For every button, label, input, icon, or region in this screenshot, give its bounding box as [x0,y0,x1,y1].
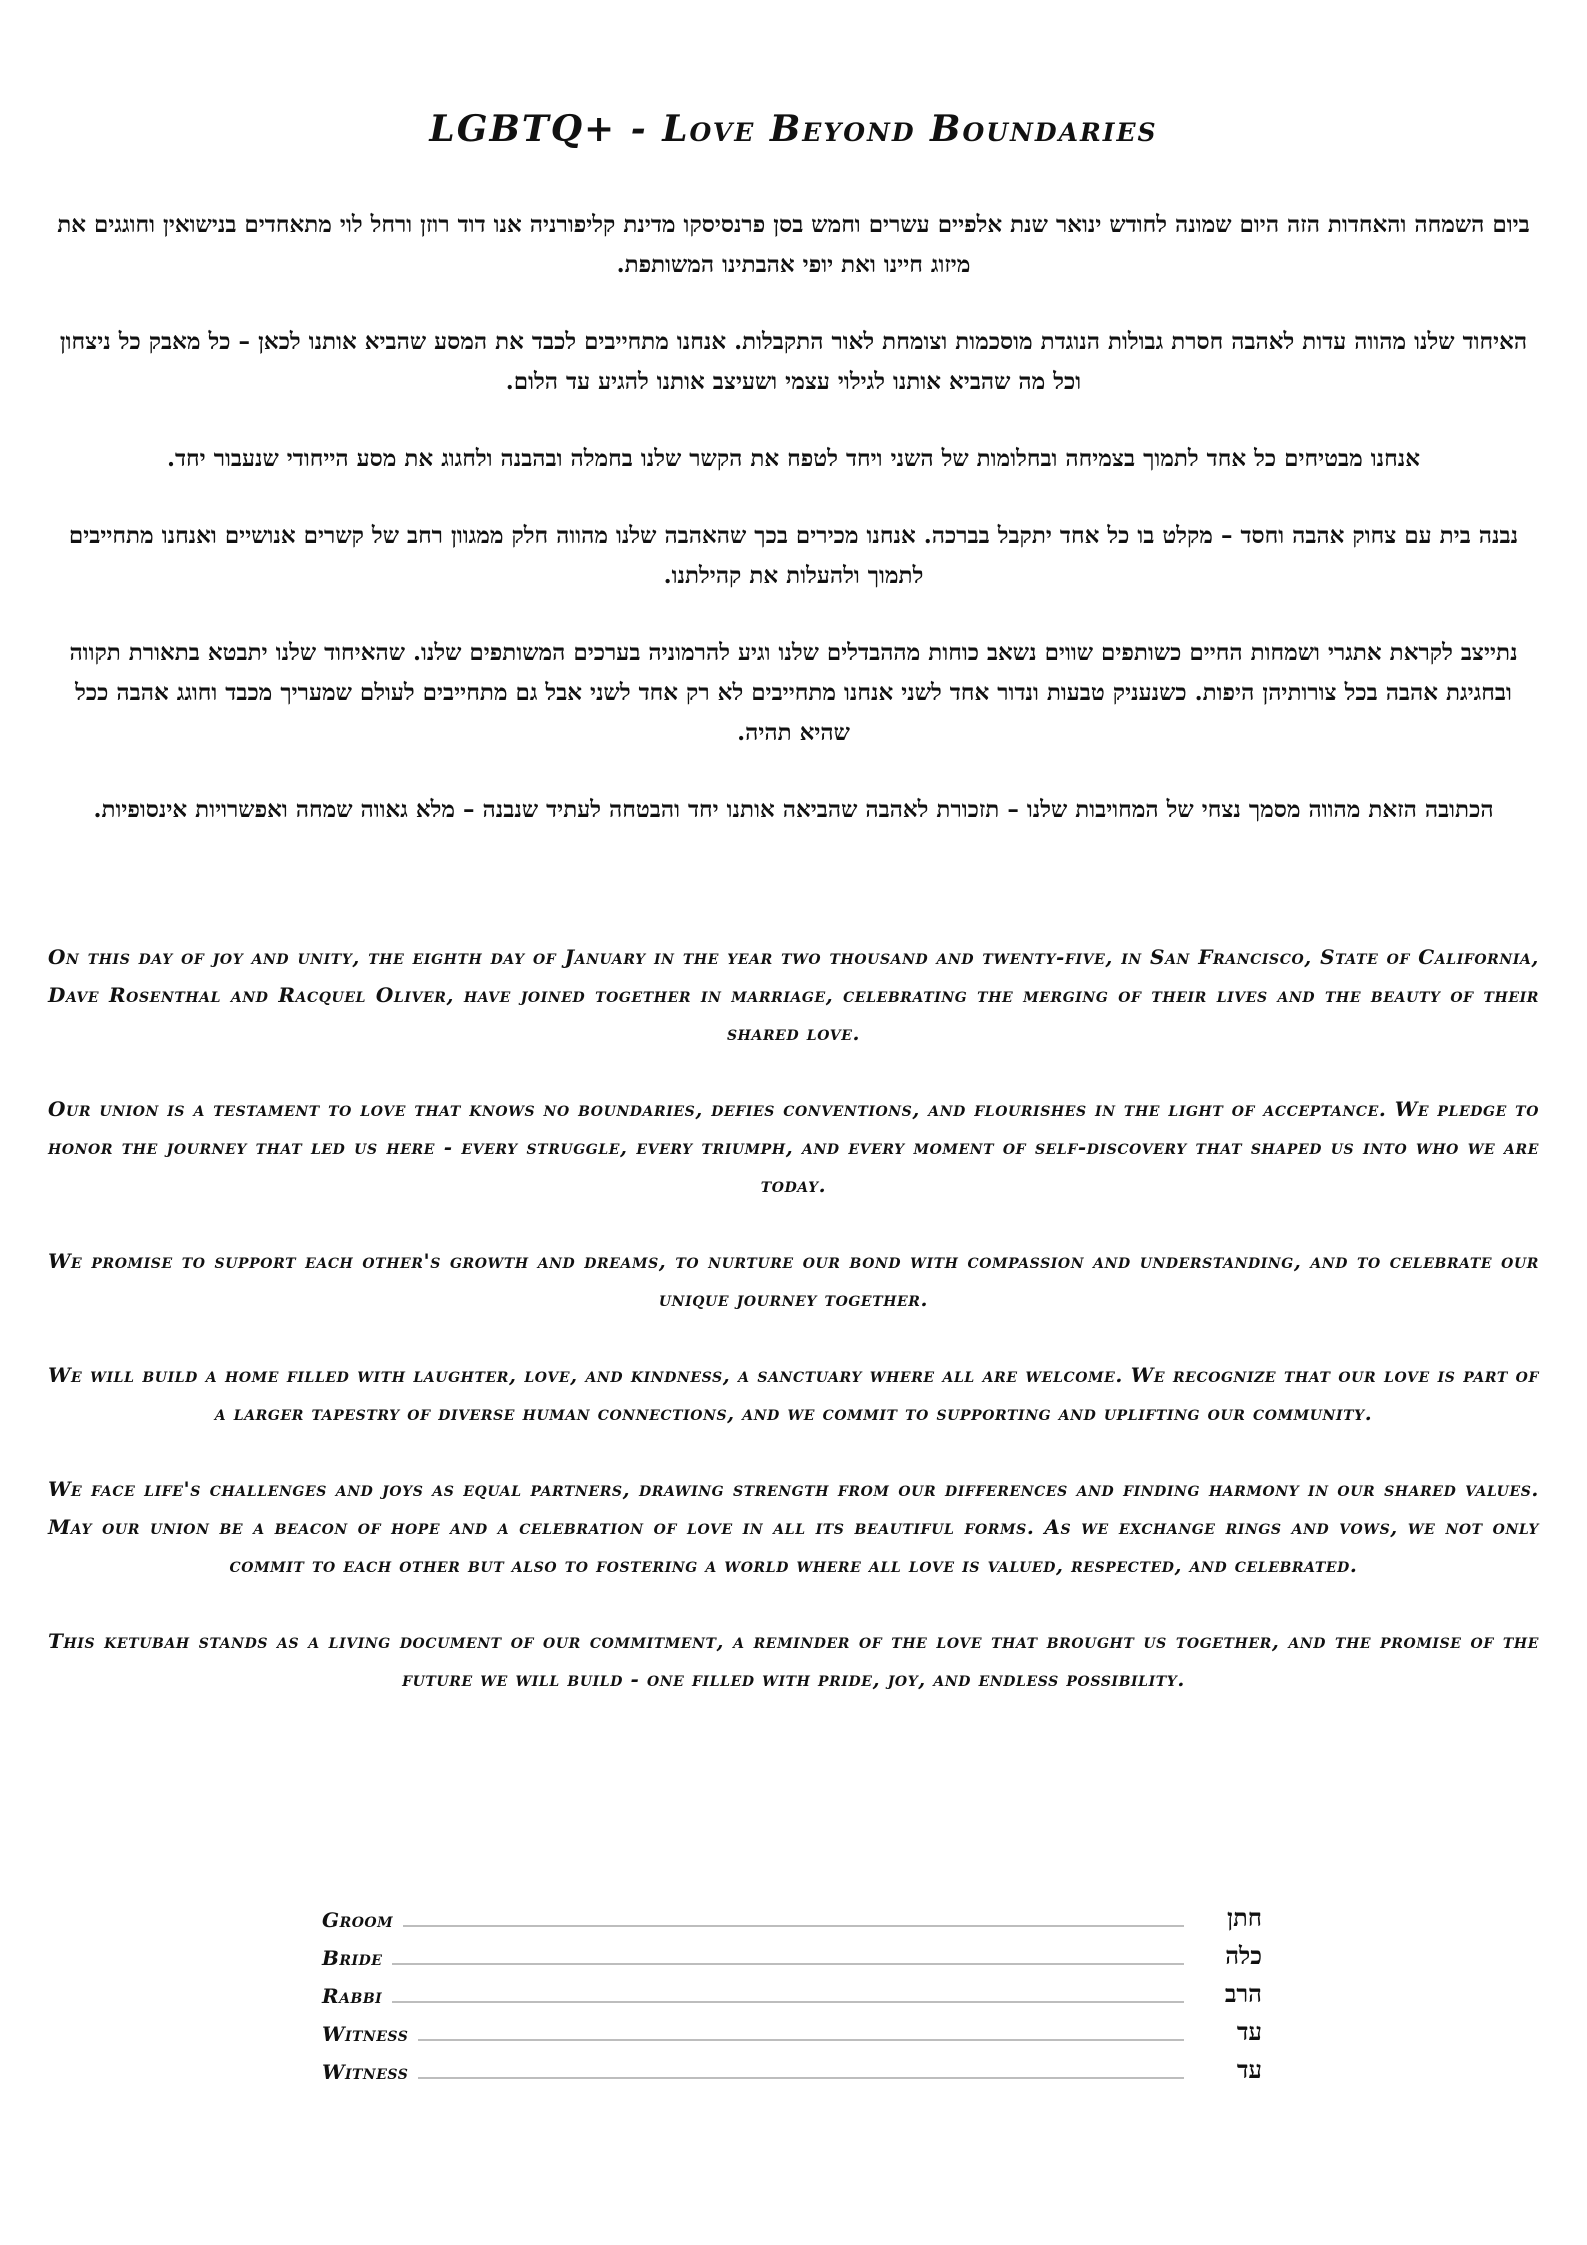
signature-row-witness-1 [322,2009,1262,2047]
signature-row-groom [322,1895,1262,1933]
signature-label-he: עד [1236,2055,1262,2084]
signature-label-he: עד [1236,2017,1262,2046]
english-paragraph: We face life's challenges and joys as equal partners, drawing strength from our differences and finding harmony in our shared values. May our union be a beacon of hope and a celebration of love in all its beautiful forms. As we exchange rings and vows, we not only commit to each other but also to fostering a world where all love is valued, respected, and celebrated. [48,1477,1539,1577]
signature-line [418,2077,1184,2079]
signature-row-witness-2 [322,2047,1262,2085]
signature-label-en: Witness [322,2022,409,2046]
signature-label-he: הרב [1224,1979,1262,2008]
english-paragraph: We promise to support each other's growth and dreams, to nurture our bond with compassion and understanding, and to celebrate our unique journey together. [48,1249,1539,1311]
signature-label-en: Bride [322,1946,383,1970]
hebrew-paragraph: האיחוד שלנו מהווה עדות לאהבה חסרת גבולות הנוגדת מוסכמות וצומחת לאור התקבלות. אנחנו מתחייבים לכבד את המסע שהביא אותנו לכאן – כל מאבק כל ניצחון וכל מה שהביא אותנו לגילוי עצמי ושעיצב אותנו להגיע עד הלום. [59,328,1528,395]
hebrew-paragraph: הכתובה הזאת מהווה מסמך נצחי של המחויבות שלנו – תזכורת לאהבה שהביאה אותנו יחד והבטחה לעתיד שנבנה – מלא גאווה שמחה ואפשרויות אינסופיות. [93,796,1494,823]
page-title: LGBTQ+ - Love Beyond Boundaries [429,108,1158,150]
english-paragraph: This ketubah stands as a living document of our commitment, a reminder of the love that brought us together, and the promise of the future we will build - one filled with pride, joy, and endless possibility. [48,1629,1539,1691]
signature-line [403,1925,1184,1927]
hebrew-paragraph: אנחנו מבטיחים כל אחד לתמוך בצמיחה ובחלומות של השני ויחד לטפח את הקשר שלנו בחמלה ובהבנה ולחגוג את מסע הייחודי שנעבור יחד. [166,445,1421,472]
signature-block [322,1895,1262,2085]
signature-line [392,1963,1184,1965]
signature-label-en: Groom [322,1908,394,1932]
signature-line [392,2001,1184,2003]
signature-label-en: Witness [322,2060,409,2084]
english-paragraph: Our union is a testament to love that knows no boundaries, defies conventions, and flourishes in the light of acceptance. We pledge to honor the journey that led us here - every struggle, every triumph, and every moment of self-discovery that shaped us into who we are today. [48,1097,1539,1197]
english-paragraph: On this day of joy and unity, the eighth day of January in the year two thousand and twenty-five, in San Francisco, State of California, Dave Rosenthal and Racquel Oliver, have joined together in marriage, celebrating the merging of their lives and the beauty of their shared love. [48,945,1539,1045]
hebrew-text-block [55,205,1532,867]
hebrew-paragraph: נבנה בית עם צחוק אהבה וחסד – מקלט בו כל אחד יתקבל בברכה. אנחנו מכירים בכך שהאהבה שלנו מהווה חלק ממגוון רחב של קשרים אנושיים ואנחנו מתחייבים לתמוך ולהעלות את קהילתנו. [68,522,1519,589]
signature-label-en: Rabbi [322,1984,383,2008]
signature-row-bride [322,1933,1262,1971]
signature-line [418,2039,1184,2041]
english-text-block [48,938,1539,1736]
english-paragraph: We will build a home filled with laughter, love, and kindness, a sanctuary where all are welcome. We recognize that our love is part of a larger tapestry of diverse human connections, and we commit to supporting and uplifting our community. [48,1363,1539,1425]
hebrew-paragraph: ביום השמחה והאחדות הזה היום שמונה לחודש ינואר שנת אלפיים עשרים וחמש בסן פרנסיסקו מדינת קליפורניה אנו דוד רוזן ורחל לוי מתאחדים בנישואין וחוגגים את מיזוג חיינו ואת יופי אהבתינו המשותפת. [57,211,1530,278]
signature-label-he: כלה [1225,1941,1262,1970]
signature-row-rabbi [322,1971,1262,2009]
hebrew-paragraph: נתייצב לקראת אתגרי ושמחות החיים כשותפים שווים נשאב כוחות מההבדלים שלנו וגיע להרמוניה בערכים המשותפים שלנו. שהאיחוד שלנו יתבטא בתאורת תקווה ובחגיגת אהבה בכל צורותיהן היפות. כשנעניק טבעות ונדור אחד לשני אנחנו מתחייבים לא רק אחד לשני אבל גם מתחייבים לעולם שמעריך מכבד וחוגג אהבה ככל שהיא תהיה. [69,639,1518,746]
signature-label-he: חתן [1227,1903,1262,1932]
